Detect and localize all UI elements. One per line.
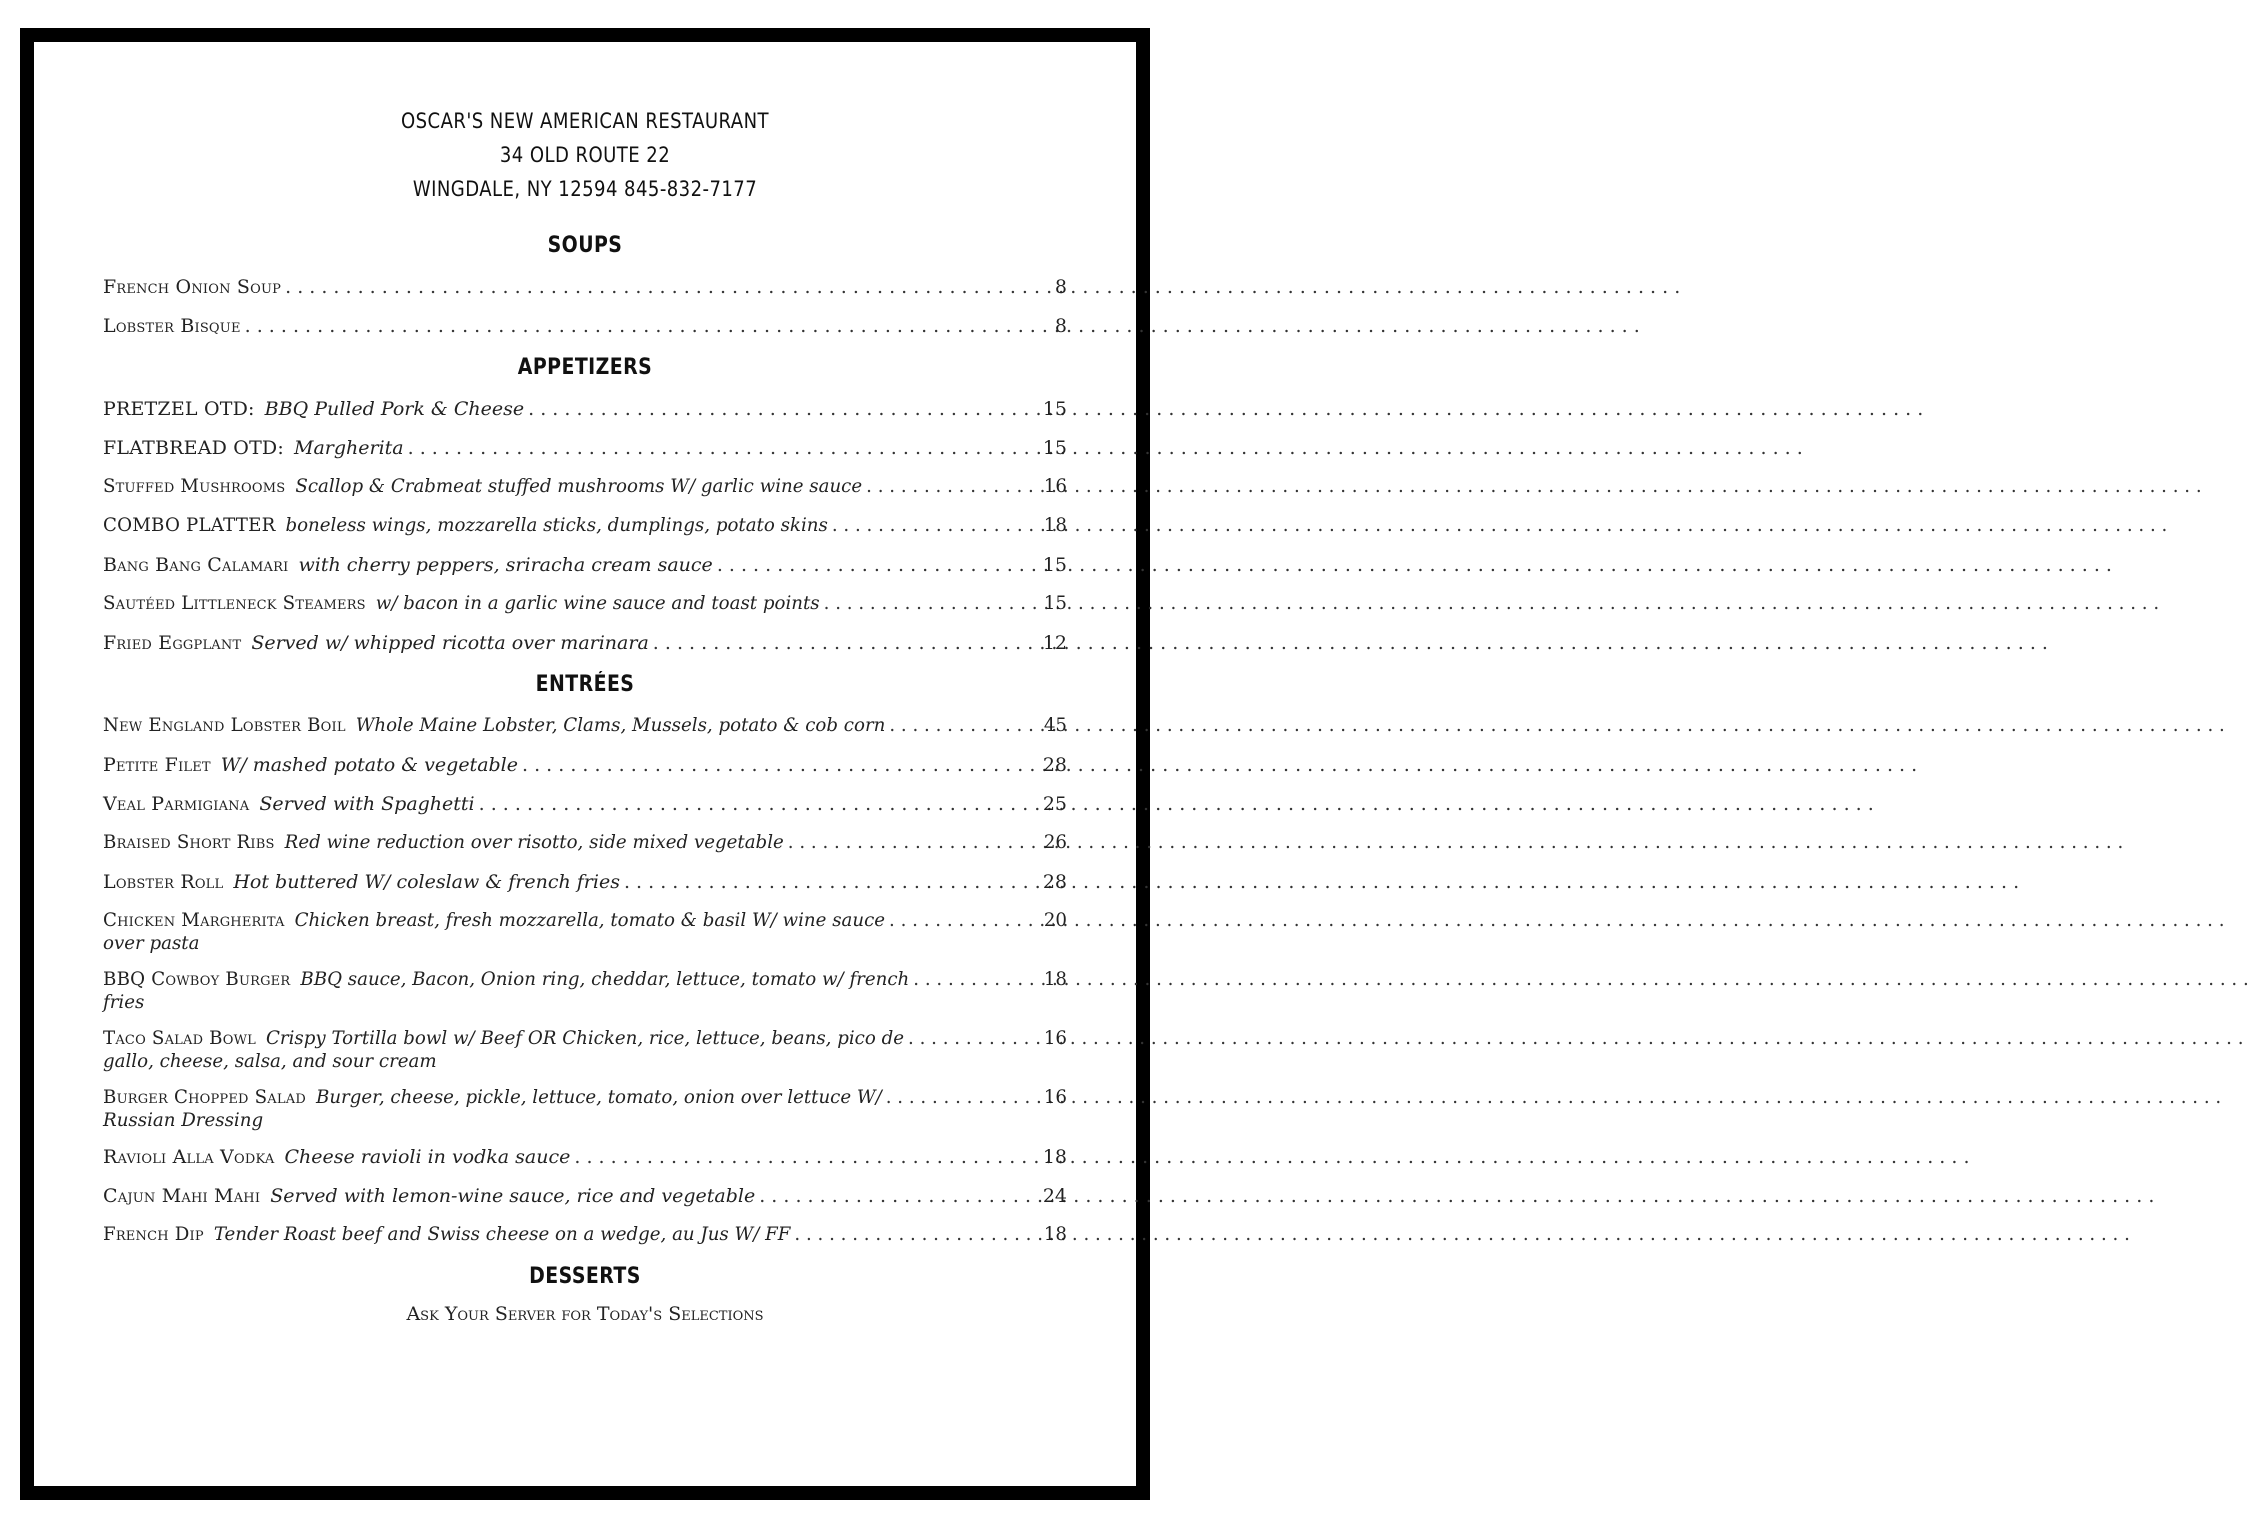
soups-list bbox=[103, 268, 1067, 346]
leader-dots bbox=[245, 313, 1051, 339]
item-price: 16 bbox=[1043, 1028, 1067, 1049]
item-price: 18 bbox=[1043, 1224, 1067, 1245]
item-price: 15 bbox=[1042, 437, 1067, 459]
item-description: BBQ Pulled Pork & Cheese bbox=[264, 398, 525, 420]
appetizers-list bbox=[103, 390, 1067, 663]
menu-item bbox=[103, 1177, 1067, 1216]
item-description: Burger, cheese, pickle, lettuce, tomato, onion over lettuce W/ bbox=[315, 1087, 882, 1108]
menu-item bbox=[103, 961, 1067, 1020]
item-description: Red wine reduction over risotto, side mixed vegetable bbox=[284, 832, 784, 853]
menu-item bbox=[103, 268, 1067, 307]
leader-dots bbox=[528, 396, 1039, 422]
item-price: 18 bbox=[1043, 515, 1067, 536]
menu-item bbox=[103, 468, 1067, 507]
item-price: 15 bbox=[1043, 593, 1067, 614]
item-description-continued: gallo, cheese, salsa, and sour cream bbox=[103, 1051, 437, 1072]
item-description: Margherita bbox=[293, 437, 404, 459]
menu-item bbox=[103, 824, 1067, 863]
item-price: 16 bbox=[1043, 476, 1067, 497]
restaurant-address: 34 OLD ROUTE 22 bbox=[499, 143, 671, 167]
item-description-continued: over pasta bbox=[103, 933, 200, 954]
item-description-continued: fries bbox=[103, 992, 145, 1013]
leader-dots bbox=[285, 274, 1051, 300]
item-name: Chicken Margherita bbox=[103, 910, 285, 931]
item-description: Hot buttered W/ coleslaw & french fries bbox=[233, 871, 620, 893]
menu-item bbox=[103, 707, 1067, 746]
item-name: COMBO PLATTER bbox=[103, 515, 276, 536]
menu-item bbox=[103, 429, 1067, 468]
item-name: Fried Eggplant bbox=[103, 632, 242, 654]
item-description-continued: Russian Dressing bbox=[103, 1110, 264, 1131]
menu-item bbox=[103, 902, 1067, 961]
item-name: BBQ Cowboy Burger bbox=[103, 969, 291, 990]
item-description: Whole Maine Lobster, Clams, Mussels, potato & cob corn bbox=[355, 715, 886, 736]
leader-dots bbox=[653, 630, 1039, 656]
item-price: 25 bbox=[1042, 793, 1067, 815]
item-name: Burger Chopped Salad bbox=[103, 1087, 306, 1108]
item-price: 28 bbox=[1042, 754, 1067, 776]
menu-item bbox=[103, 507, 1067, 546]
leader-dots bbox=[913, 967, 1040, 993]
section-title-entrees: ENTRÉES bbox=[535, 672, 635, 697]
item-name: Cajun Mahi Mahi bbox=[103, 1185, 261, 1207]
item-price: 8 bbox=[1054, 276, 1067, 298]
item-name: French Dip bbox=[103, 1224, 204, 1245]
item-name: Petite Filet bbox=[103, 754, 211, 776]
section-title-desserts: DESSERTS bbox=[529, 1264, 641, 1289]
item-price: 20 bbox=[1043, 910, 1067, 931]
item-price: 24 bbox=[1042, 1185, 1067, 1207]
item-description: Tender Roast beef and Swiss cheese on a wedge, au Jus W/ FF bbox=[213, 1224, 791, 1245]
desserts-note: Ask Your Server for Today's Selections bbox=[406, 1303, 764, 1325]
item-description: W/ mashed potato & vegetable bbox=[220, 754, 519, 776]
leader-dots bbox=[408, 435, 1039, 461]
leader-dots bbox=[866, 474, 1040, 500]
menu-item bbox=[103, 390, 1067, 429]
leader-dots bbox=[717, 552, 1039, 578]
leader-dots bbox=[889, 908, 1040, 934]
restaurant-header bbox=[170, 104, 999, 206]
leader-dots bbox=[624, 869, 1039, 895]
item-price: 45 bbox=[1043, 715, 1067, 736]
menu-item bbox=[103, 1020, 1067, 1079]
item-description: Served w/ whipped ricotta over marinara bbox=[251, 632, 649, 654]
menu-item bbox=[103, 585, 1067, 624]
item-name: Stuffed Mushrooms bbox=[103, 476, 286, 497]
item-name: PRETZEL OTD: bbox=[103, 398, 255, 420]
item-description: with cherry peppers, sriracha cream sauce bbox=[298, 554, 713, 576]
item-description: boneless wings, mozzarella sticks, dumplings, potato skins bbox=[285, 515, 828, 536]
menu-item bbox=[103, 1079, 1067, 1138]
leader-dots bbox=[832, 513, 1040, 539]
leader-dots bbox=[522, 752, 1039, 778]
item-name: New England Lobster Boil bbox=[103, 715, 346, 736]
section-title-soups: SOUPS bbox=[547, 233, 623, 258]
leader-dots bbox=[824, 591, 1040, 617]
item-name: Braised Short Ribs bbox=[103, 832, 275, 853]
leader-dots bbox=[479, 791, 1039, 817]
restaurant-name: OSCAR'S NEW AMERICAN RESTAURANT bbox=[401, 109, 769, 133]
menu-content bbox=[103, 104, 1067, 1325]
leader-dots bbox=[574, 1144, 1038, 1170]
menu-item bbox=[103, 1216, 1067, 1255]
menu-item bbox=[103, 307, 1067, 346]
leader-dots bbox=[794, 1222, 1039, 1248]
menu-item bbox=[103, 1138, 1067, 1177]
item-name: Sautéed Littleneck Steamers bbox=[103, 593, 366, 614]
item-price: 15 bbox=[1042, 398, 1067, 420]
menu-item bbox=[103, 546, 1067, 585]
item-price: 16 bbox=[1043, 1087, 1067, 1108]
item-price: 8 bbox=[1054, 315, 1067, 337]
leader-dots bbox=[886, 1085, 1040, 1111]
item-description: Chicken breast, fresh mozzarella, tomato & basil W/ wine sauce bbox=[294, 910, 886, 931]
item-name: FLATBREAD OTD: bbox=[103, 437, 284, 459]
restaurant-city-phone: WINGDALE, NY 12594 845-832-7177 bbox=[412, 177, 758, 201]
item-description: w/ bacon in a garlic wine sauce and toast points bbox=[375, 593, 820, 614]
section-title-appetizers: APPETIZERS bbox=[517, 355, 653, 380]
item-price: 18 bbox=[1042, 1146, 1067, 1168]
item-description: BBQ sauce, Bacon, Onion ring, cheddar, lettuce, tomato w/ french bbox=[300, 969, 910, 990]
item-price: 26 bbox=[1043, 832, 1067, 853]
item-price: 18 bbox=[1043, 969, 1067, 990]
item-name: Ravioli Alla Vodka bbox=[103, 1146, 275, 1168]
item-description: Served with lemon-wine sauce, rice and vegetable bbox=[270, 1185, 756, 1207]
item-name: Veal Parmigiana bbox=[103, 793, 250, 815]
item-description: Cheese ravioli in vodka sauce bbox=[284, 1146, 571, 1168]
leader-dots bbox=[908, 1026, 1040, 1052]
item-price: 15 bbox=[1042, 554, 1067, 576]
item-name: Lobster Bisque bbox=[103, 315, 241, 337]
leader-dots bbox=[788, 830, 1040, 856]
menu-item bbox=[103, 785, 1067, 824]
menu-item bbox=[103, 863, 1067, 902]
item-description: Served with Spaghetti bbox=[259, 793, 475, 815]
leader-dots bbox=[759, 1183, 1039, 1209]
item-description: Scallop & Crabmeat stuffed mushrooms W/ garlic wine sauce bbox=[295, 476, 863, 497]
item-price: 28 bbox=[1042, 871, 1067, 893]
item-price: 12 bbox=[1042, 632, 1067, 654]
item-name: French Onion Soup bbox=[103, 276, 282, 298]
item-name: Taco Salad Bowl bbox=[103, 1028, 256, 1049]
entrees-list bbox=[103, 707, 1067, 1255]
leader-dots bbox=[889, 713, 1039, 739]
item-name: Bang Bang Calamari bbox=[103, 554, 289, 576]
menu-item bbox=[103, 624, 1067, 663]
menu-item bbox=[103, 746, 1067, 785]
item-description: Crispy Tortilla bowl w/ Beef OR Chicken, rice, lettuce, beans, pico de bbox=[266, 1028, 905, 1049]
item-name: Lobster Roll bbox=[103, 871, 224, 893]
